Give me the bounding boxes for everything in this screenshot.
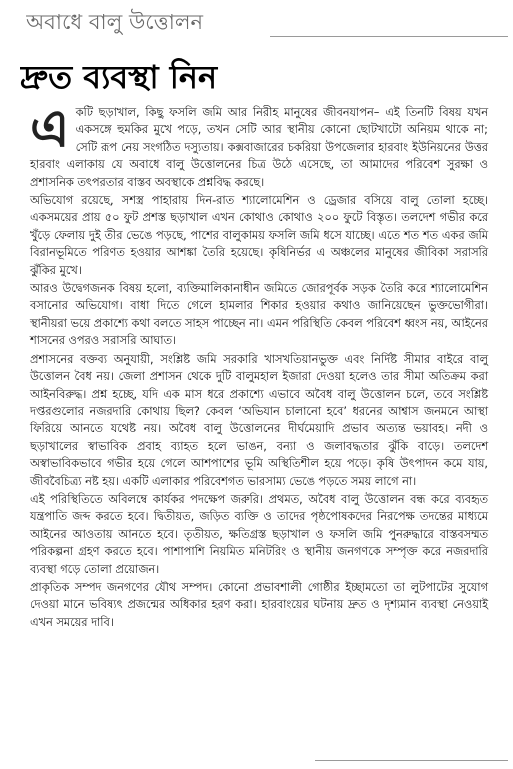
paragraph-text: কটি ছড়াখাল, কিছু ফসলি জমি আর নিরীহ মানুষের জীবনযাপন– এই তিনটি বিষয় যখন একসঙ্গে হুমকির মুখে পড়ে, তখন সেটি আর স্থানীয় কোনো ছোটখাটো অনিয়ম থাকে না; সেটি রূপ নেয় সংগঠিত দস্যুতায়। কক্সবাজারের চকরিয়া উপজেলার হারবাং ইউনিয়নের উত্তর হারবাং এলাকায় যে অবাধে বালু উত্তোলনের চিত্র উঠে এসেছে, তা আমাদের পরিবেশ সুরক্ষা ও প্রশাসনিক তৎপরতার বাস্তব অবস্থাকে প্রশ্নবিদ্ধ করছে। xyxy=(30,106,488,189)
paragraph: এই পরিস্থিতিতে অবিলম্বে কার্যকর পদক্ষেপ জরুরি। প্রথমত, অবৈধ বালু উত্তোলন বন্ধ করে ব্যবহৃত যন্ত্রপাতি জব্দ করতে হবে। দ্বিতীয়ত, জড়িত ব্যক্তি ও তাদের পৃষ্ঠপোষকদের নিরপেক্ষ তদন্তের মাধ্যমে আইনের আওতায় আনতে হবে। তৃতীয়ত, ক্ষতিগ্রস্ত ছড়াখাল ও ফসলি জমি পুনরুদ্ধারে বাস্তবসম্মত পরিকল্পনা গ্রহণ করতে হবে। পাশাপাশি নিয়মিত মনিটরিং ও স্থানীয় জনগণকে সম্পৃক্ত করে নজরদারি ব্যবস্থা গড়ে তোলা প্রয়োজন। xyxy=(30,492,488,576)
kicker-title: অবাধে বালু উত্তোলন xyxy=(26,10,204,34)
paragraph: অভিযোগ রয়েছে, সশস্ত্র পাহারায় দিন-রাত শ্যালোমেশিন ও ড্রেজার বসিয়ে বালু তোলা হচ্ছে। একসময়ের প্রায় ৫০ ফুট প্রশস্ত ছড়াখাল এখন কোথাও কোথাও ২০০ ফুটে বিস্তৃত। তলদেশ গভীর করে খুঁড়ে ফেলায় দুই তীর ভেঙে পড়ছে, পাশের বালুকাময় ফসলি জমি ধসে যাচ্ছে। এতে শত শত একর জমি বিরানভূমিতে পরিণত হওয়ার আশঙ্কা তৈরি হয়েছে। কৃষিনির্ভর এ অঞ্চলের মানুষের জীবিকা সরাসরি ঝুঁকির মুখে। xyxy=(30,194,488,277)
paragraph: আরও উদ্বেগজনক বিষয় হলো, ব্যক্তিমালিকানাধীন জমিতে জোরপূর্বক সড়ক তৈরি করে শ্যালোমেশিন বসানোর অভিযোগ। বাধা দিতে গেলে হামলার শিকার হওয়ার কথাও জানিয়েছেন ভুক্তভোগীরা। স্থানীয়রা ভয়ে প্রকাশ্যে কথা বলতে সাহস পাচ্ছেন না। এমন পরিস্থিতি কেবল পরিবেশ ধ্বংস নয়, আইনের শাসনের ওপরও সরাসরি আঘাত। xyxy=(30,282,488,348)
paragraph: প্রশাসনের বক্তব্য অনুযায়ী, সংশ্লিষ্ট জমি সরকারি খাসখতিয়ানভুক্ত এবং নির্দিষ্ট সীমার বাইরে বালু উত্তোলন বৈধ নয়। জেলা প্রশাসন থেকে দুটি বালুমহাল ইজারা দেওয়া হলেও তার সীমা অতিক্রম করা আইনবিরুদ্ধ। প্রশ্ন হচ্ছে, যদি এক মাস ধরে প্রকাশ্যে এভাবে অবৈধ বালু উত্তোলন চলে, তবে সংশ্লিষ্ট দপ্তরগুলোর নজরদারি কোথায় ছিল? কেবল ‘অভিযান চালানো হবে’ ধরনের আশ্বাস জনমনে আস্থা ফিরিয়ে আনতে যথেষ্ট নয়। অবৈধ বালু উত্তোলনের দীর্ঘমেয়াদি প্রভাব অত্যন্ত ভয়াবহ। নদী ও ছড়াখালের স্বাভাবিক প্রবাহ ব্যাহত হলে ভাঙন, বন্যা ও জলাবদ্ধতার ঝুঁকি বাড়ে। তলদেশ অস্বাভাবিকভাবে গভীর হয়ে গেলে আশপাশের ভূমি অস্থিতিশীল হয়ে পড়ে। কৃষি উৎপাদন কমে যায়, জীববৈচিত্র্য নষ্ট হয়। একটি এলাকার পরিবেশগত ভারসাম্য ভেঙে পড়তে সময় লাগে না। xyxy=(30,352,488,488)
bottom-rule xyxy=(315,760,508,761)
paragraph xyxy=(30,99,488,191)
drop-cap: এ xyxy=(30,99,70,159)
paragraph: প্রাকৃতিক সম্পদ জনগণের যৌথ সম্পদ। কোনো প্রভাবশালী গোষ্ঠীর ইচ্ছামতো তা লুটপাটের সুযোগ দেওয়া মানে ভবিষ্যৎ প্রজন্মের অধিকার হরণ করা। হারবাংয়ের ঘটনায় দ্রুত ও দৃশ্যমান ব্যবস্থা নেওয়াই এখন সময়ের দাবি। xyxy=(30,580,488,629)
kicker-rule xyxy=(270,36,508,37)
article-body xyxy=(30,99,488,632)
headline: দ্রুত ব্যবস্থা নিন xyxy=(20,58,218,96)
